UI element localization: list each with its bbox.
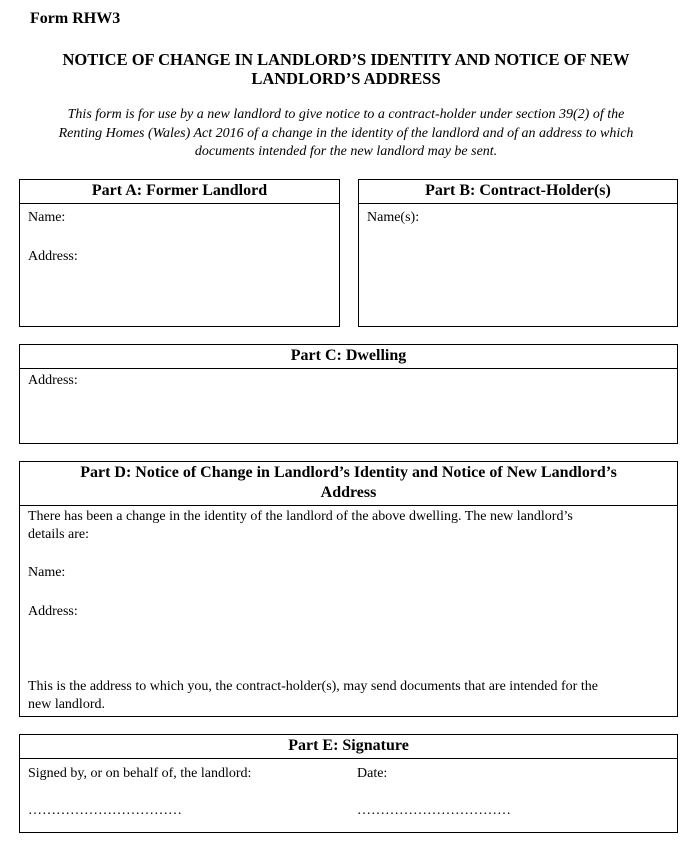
part-c-address-field[interactable] <box>20 372 677 390</box>
part-a-box <box>19 179 340 327</box>
part-a-address-field[interactable] <box>20 248 339 266</box>
part-e-heading: Part E: Signature <box>20 735 677 759</box>
part-e-date-label: Date: <box>357 766 388 781</box>
part-e-date-line[interactable]: …………………………… <box>357 803 511 818</box>
part-d-statement <box>20 508 677 544</box>
part-e-signed-label: Signed by, or on behalf of, the landlord: <box>28 766 252 781</box>
part-d-address-field[interactable] <box>20 603 677 621</box>
part-e-signature-line[interactable]: …………………………… <box>28 803 182 818</box>
part-b-names-field[interactable] <box>359 209 677 227</box>
form-title <box>20 50 672 88</box>
part-d-footer-line-1: This is the address to which you, the contract-holder(s), may send documents that are intended for the <box>28 679 598 694</box>
part-a-name-label: Name: <box>28 210 66 225</box>
part-b-names-label: Name(s): <box>367 210 420 225</box>
part-c-box <box>19 344 678 444</box>
intro-line-1: This form is for use by a new landlord to give notice to a contract-holder under section 39(2) of the <box>67 107 625 122</box>
form-id: Form RHW3 <box>30 10 121 27</box>
part-e-date-column <box>357 765 511 820</box>
part-d-statement-line-2: details are: <box>28 527 90 542</box>
part-c-heading: Part C: Dwelling <box>20 345 677 369</box>
part-e-box <box>19 734 678 833</box>
part-a-address-label: Address: <box>28 249 78 264</box>
part-d-heading-line-1: Part D: Notice of Change in Landlord’s Identity and Notice of New Landlord’s <box>80 464 617 481</box>
part-d-statement-line-1: There has been a change in the identity of the landlord of the above dwelling. The new landlord’s <box>28 509 573 524</box>
form-intro <box>24 106 668 162</box>
intro-line-3: documents intended for the new landlord may be sent. <box>194 144 498 159</box>
part-d-name-label: Name: <box>28 565 66 580</box>
part-b-heading: Part B: Contract-Holder(s) <box>359 180 677 204</box>
part-d-address-label: Address: <box>28 604 78 619</box>
intro-line-2: Renting Homes (Wales) Act 2016 of a change in the identity of the landlord and of an address to which <box>58 125 634 141</box>
form-title-line-2: LANDLORD’S ADDRESS <box>251 69 441 88</box>
part-e-signature-column <box>28 765 251 820</box>
part-d-name-field[interactable] <box>20 564 677 582</box>
part-a-name-field[interactable] <box>20 209 339 227</box>
part-d-footer <box>20 678 677 714</box>
part-d-heading <box>20 462 677 506</box>
part-c-address-label: Address: <box>28 373 78 388</box>
part-d-footer-line-2: new landlord. <box>28 697 105 712</box>
part-b-box <box>358 179 678 327</box>
part-a-heading: Part A: Former Landlord <box>20 180 339 204</box>
part-d-box <box>19 461 678 717</box>
form-title-line-1: NOTICE OF CHANGE IN LANDLORD’S IDENTITY AND NOTICE OF NEW <box>62 50 630 69</box>
part-d-heading-line-2: Address <box>320 484 377 501</box>
